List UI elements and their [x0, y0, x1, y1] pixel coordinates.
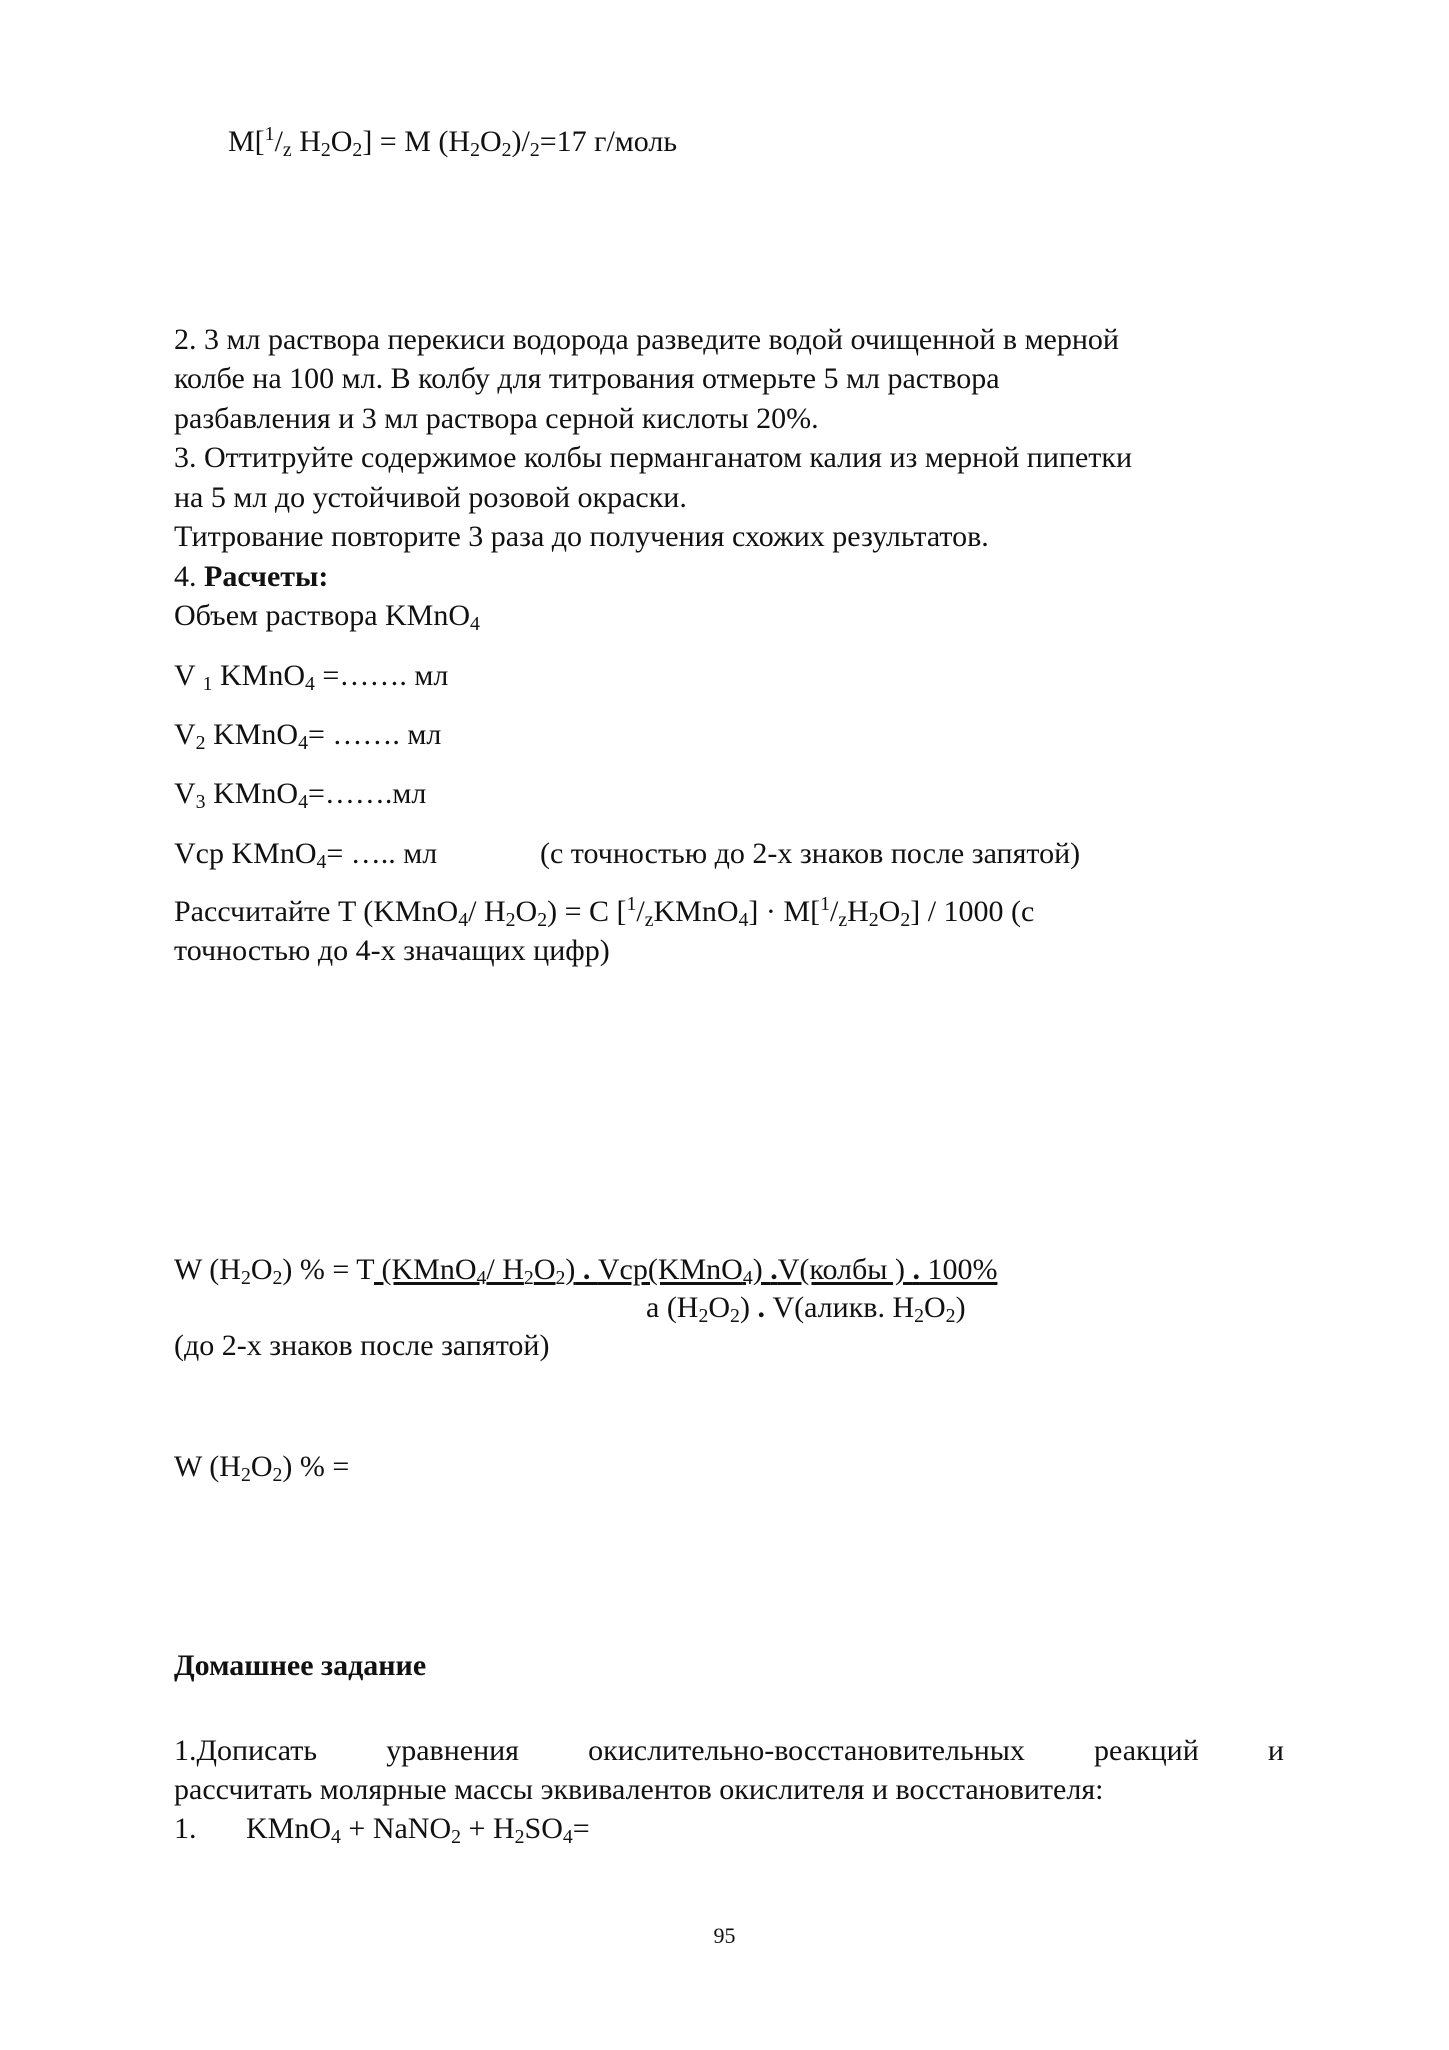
homework-equation-number: 1. [174, 1812, 197, 1845]
mass-fraction-numerator: W $(H_2O_2)$ % = T (KMnO$_4$/ $H_2O_2$) . Vср(KMnO$_4$) .V(колбы ) . 100% [174, 1253, 998, 1289]
volume-average: Vср KMnO$_4$= ….. мл [174, 837, 438, 873]
titer-formula: Рассчитайте T (KMnO$_4$/ $H_2O_2) = C$ $[^1/_zKMnO_4] \cdot M[^1/_zH_2O_2] / 1000$ (с [174, 893, 1035, 931]
molar-mass-formula: $M[^1/_z$ $H_2O_2] = M$ $(H_2O_2)/_2=17$ г/моль [228, 123, 678, 161]
volume-v2: $V_2$ KMnO$_4$= ……. мл [174, 718, 442, 754]
step-2-line-2: колбе на 100 мл. В колбу для титрования отмерьте 5 мл раствора [174, 362, 1000, 395]
step-3-line-3: Титрование повторите 3 раза до получения схожих результатов. [174, 520, 989, 553]
step-3-line-1: 3. Оттитруйте содержимое колбы перманганатом калия из мерной пипетки [174, 441, 1132, 474]
volume-average-note: (с точностью до 2-х знаков после запятой) [540, 837, 1081, 870]
homework-task-line-2: рассчитать молярные массы эквивалентов окислителя и восстановителя: [174, 1773, 1104, 1806]
homework-equation: KMnO$_4$ + NaNO$_2$ + $H_2SO_4=$ [246, 1812, 590, 1848]
titer-precision-note: точностью до 4-х значащих цифр) [174, 934, 610, 967]
mass-fraction-denominator: а $(H_2O_2)$ . V(аликв. $H_2O_2$) [646, 1291, 966, 1327]
step-3-line-2: на 5 мл до устойчивой розовой окраски. [174, 481, 687, 514]
volume-v3: $V_3$ KMnO$_4$=…….мл [174, 777, 427, 813]
homework-task-line-1: 1.Дописать уравнения окислительно-восстановительных реакций и [174, 1734, 1284, 1767]
step-4-heading: 4. Расчеты: [174, 560, 329, 593]
step-2-line-3: разбавления и 3 мл раствора серной кислоты 20%. [174, 402, 819, 435]
mass-fraction-note: (до 2-х знаков после запятой) [174, 1329, 550, 1362]
volume-title: Объем раствора KMnO$_4$ [174, 599, 480, 635]
mass-fraction-result: W $(H_2O_2)$ % = [174, 1450, 350, 1486]
homework-title: Домашнее задание [174, 1649, 427, 1682]
step-2-line-1: 2. 3 мл раствора перекиси водорода разведите водой очищенной в мерной [174, 323, 1119, 356]
page-number: 95 [713, 1923, 736, 1948]
volume-v1: V $_1$ KMnO$_4$ =……. мл [174, 659, 449, 695]
